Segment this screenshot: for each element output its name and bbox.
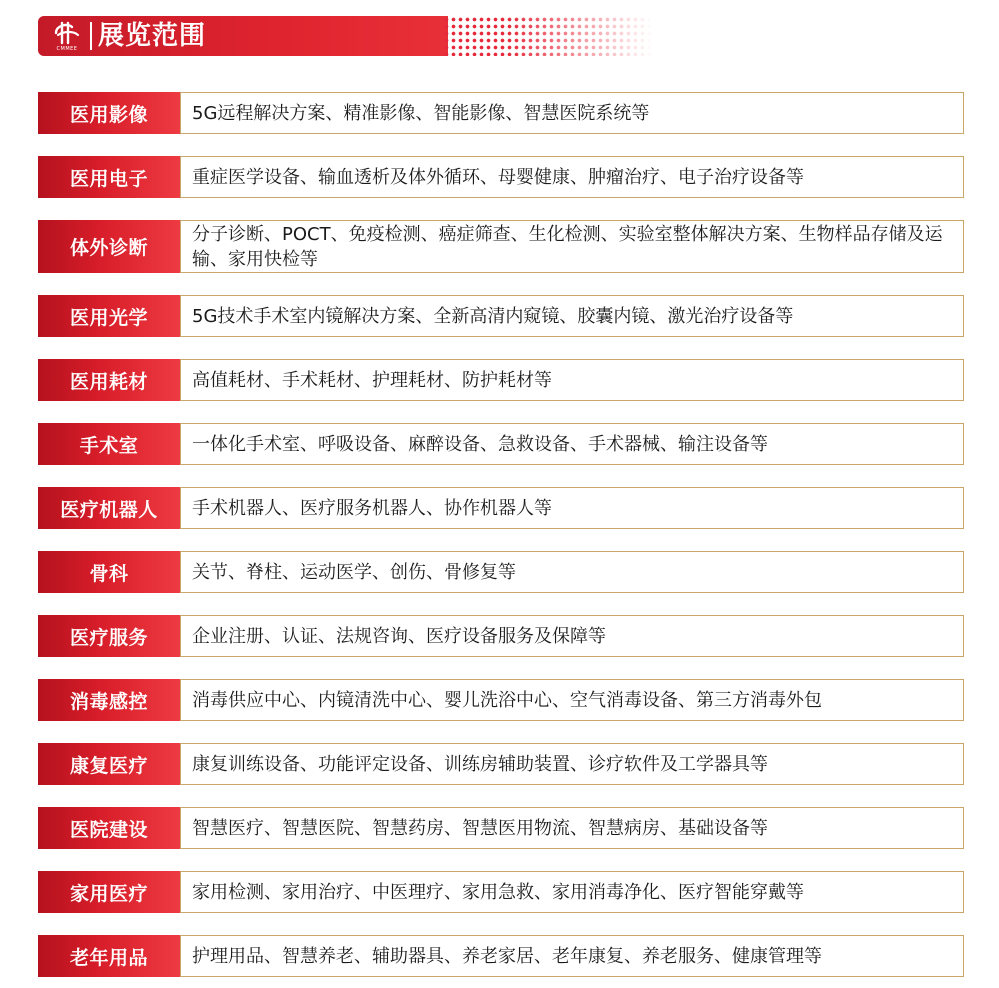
banner-divider [90, 22, 92, 50]
category-label: 医用耗材 [38, 359, 180, 401]
category-description: 康复训练设备、功能评定设备、训练房辅助装置、诊疗软件及工学器具等 [180, 743, 964, 785]
logo-text: CMMEE [56, 46, 78, 52]
scope-row [38, 871, 964, 913]
category-label: 消毒感控 [38, 679, 180, 721]
scope-row [38, 156, 964, 198]
category-description: 5G技术手术室内镜解决方案、全新高清内窥镜、胶囊内镜、激光治疗设备等 [180, 295, 964, 337]
category-description: 消毒供应中心、内镜清洗中心、婴儿洗浴中心、空气消毒设备、第三方消毒外包 [180, 679, 964, 721]
category-description: 家用检测、家用治疗、中医理疗、家用急救、家用消毒净化、医疗智能穿戴等 [180, 871, 964, 913]
category-label: 康复医疗 [38, 743, 180, 785]
page-title: 展览范围 [98, 21, 207, 51]
category-description: 手术机器人、医疗服务机器人、协作机器人等 [180, 487, 964, 529]
category-label: 体外诊断 [38, 220, 180, 273]
scope-row [38, 807, 964, 849]
scope-row [38, 92, 964, 134]
category-description: 护理用品、智慧养老、辅助器具、养老家居、老年康复、养老服务、健康管理等 [180, 935, 964, 977]
scope-row [38, 743, 964, 785]
scope-row [38, 487, 964, 529]
scope-row [38, 935, 964, 977]
category-label: 医疗服务 [38, 615, 180, 657]
scope-row [38, 220, 964, 273]
category-description: 重症医学设备、输血透析及体外循环、母婴健康、肿瘤治疗、电子治疗设备等 [180, 156, 964, 198]
category-label: 骨科 [38, 551, 180, 593]
banner-dot-pattern [443, 16, 653, 56]
scope-row [38, 679, 964, 721]
category-description: 高值耗材、手术耗材、护理耗材、防护耗材等 [180, 359, 964, 401]
category-description: 5G远程解决方案、精准影像、智能影像、智慧医院系统等 [180, 92, 964, 134]
section-header-banner [38, 16, 618, 56]
scope-row [38, 295, 964, 337]
scope-row [38, 423, 964, 465]
category-description: 智慧医疗、智慧医院、智慧药房、智慧医用物流、智慧病房、基础设备等 [180, 807, 964, 849]
scope-row [38, 615, 964, 657]
category-label: 医用影像 [38, 92, 180, 134]
category-description: 一体化手术室、呼吸设备、麻醉设备、急救设备、手术器械、输注设备等 [180, 423, 964, 465]
category-label: 老年用品 [38, 935, 180, 977]
scope-row [38, 551, 964, 593]
category-description: 分子诊断、POCT、免疫检测、癌症筛查、生化检测、实验室整体解决方案、生物样品存储及运输、家用快检等 [180, 220, 964, 273]
scope-row [38, 359, 964, 401]
category-label: 手术室 [38, 423, 180, 465]
category-label: 家用医疗 [38, 871, 180, 913]
category-label: 医用电子 [38, 156, 180, 198]
category-label: 医疗机器人 [38, 487, 180, 529]
category-description: 关节、脊柱、运动医学、创伤、骨修复等 [180, 551, 964, 593]
category-label: 医用光学 [38, 295, 180, 337]
category-description: 企业注册、认证、法规咨询、医疗设备服务及保障等 [180, 615, 964, 657]
category-label: 医院建设 [38, 807, 180, 849]
